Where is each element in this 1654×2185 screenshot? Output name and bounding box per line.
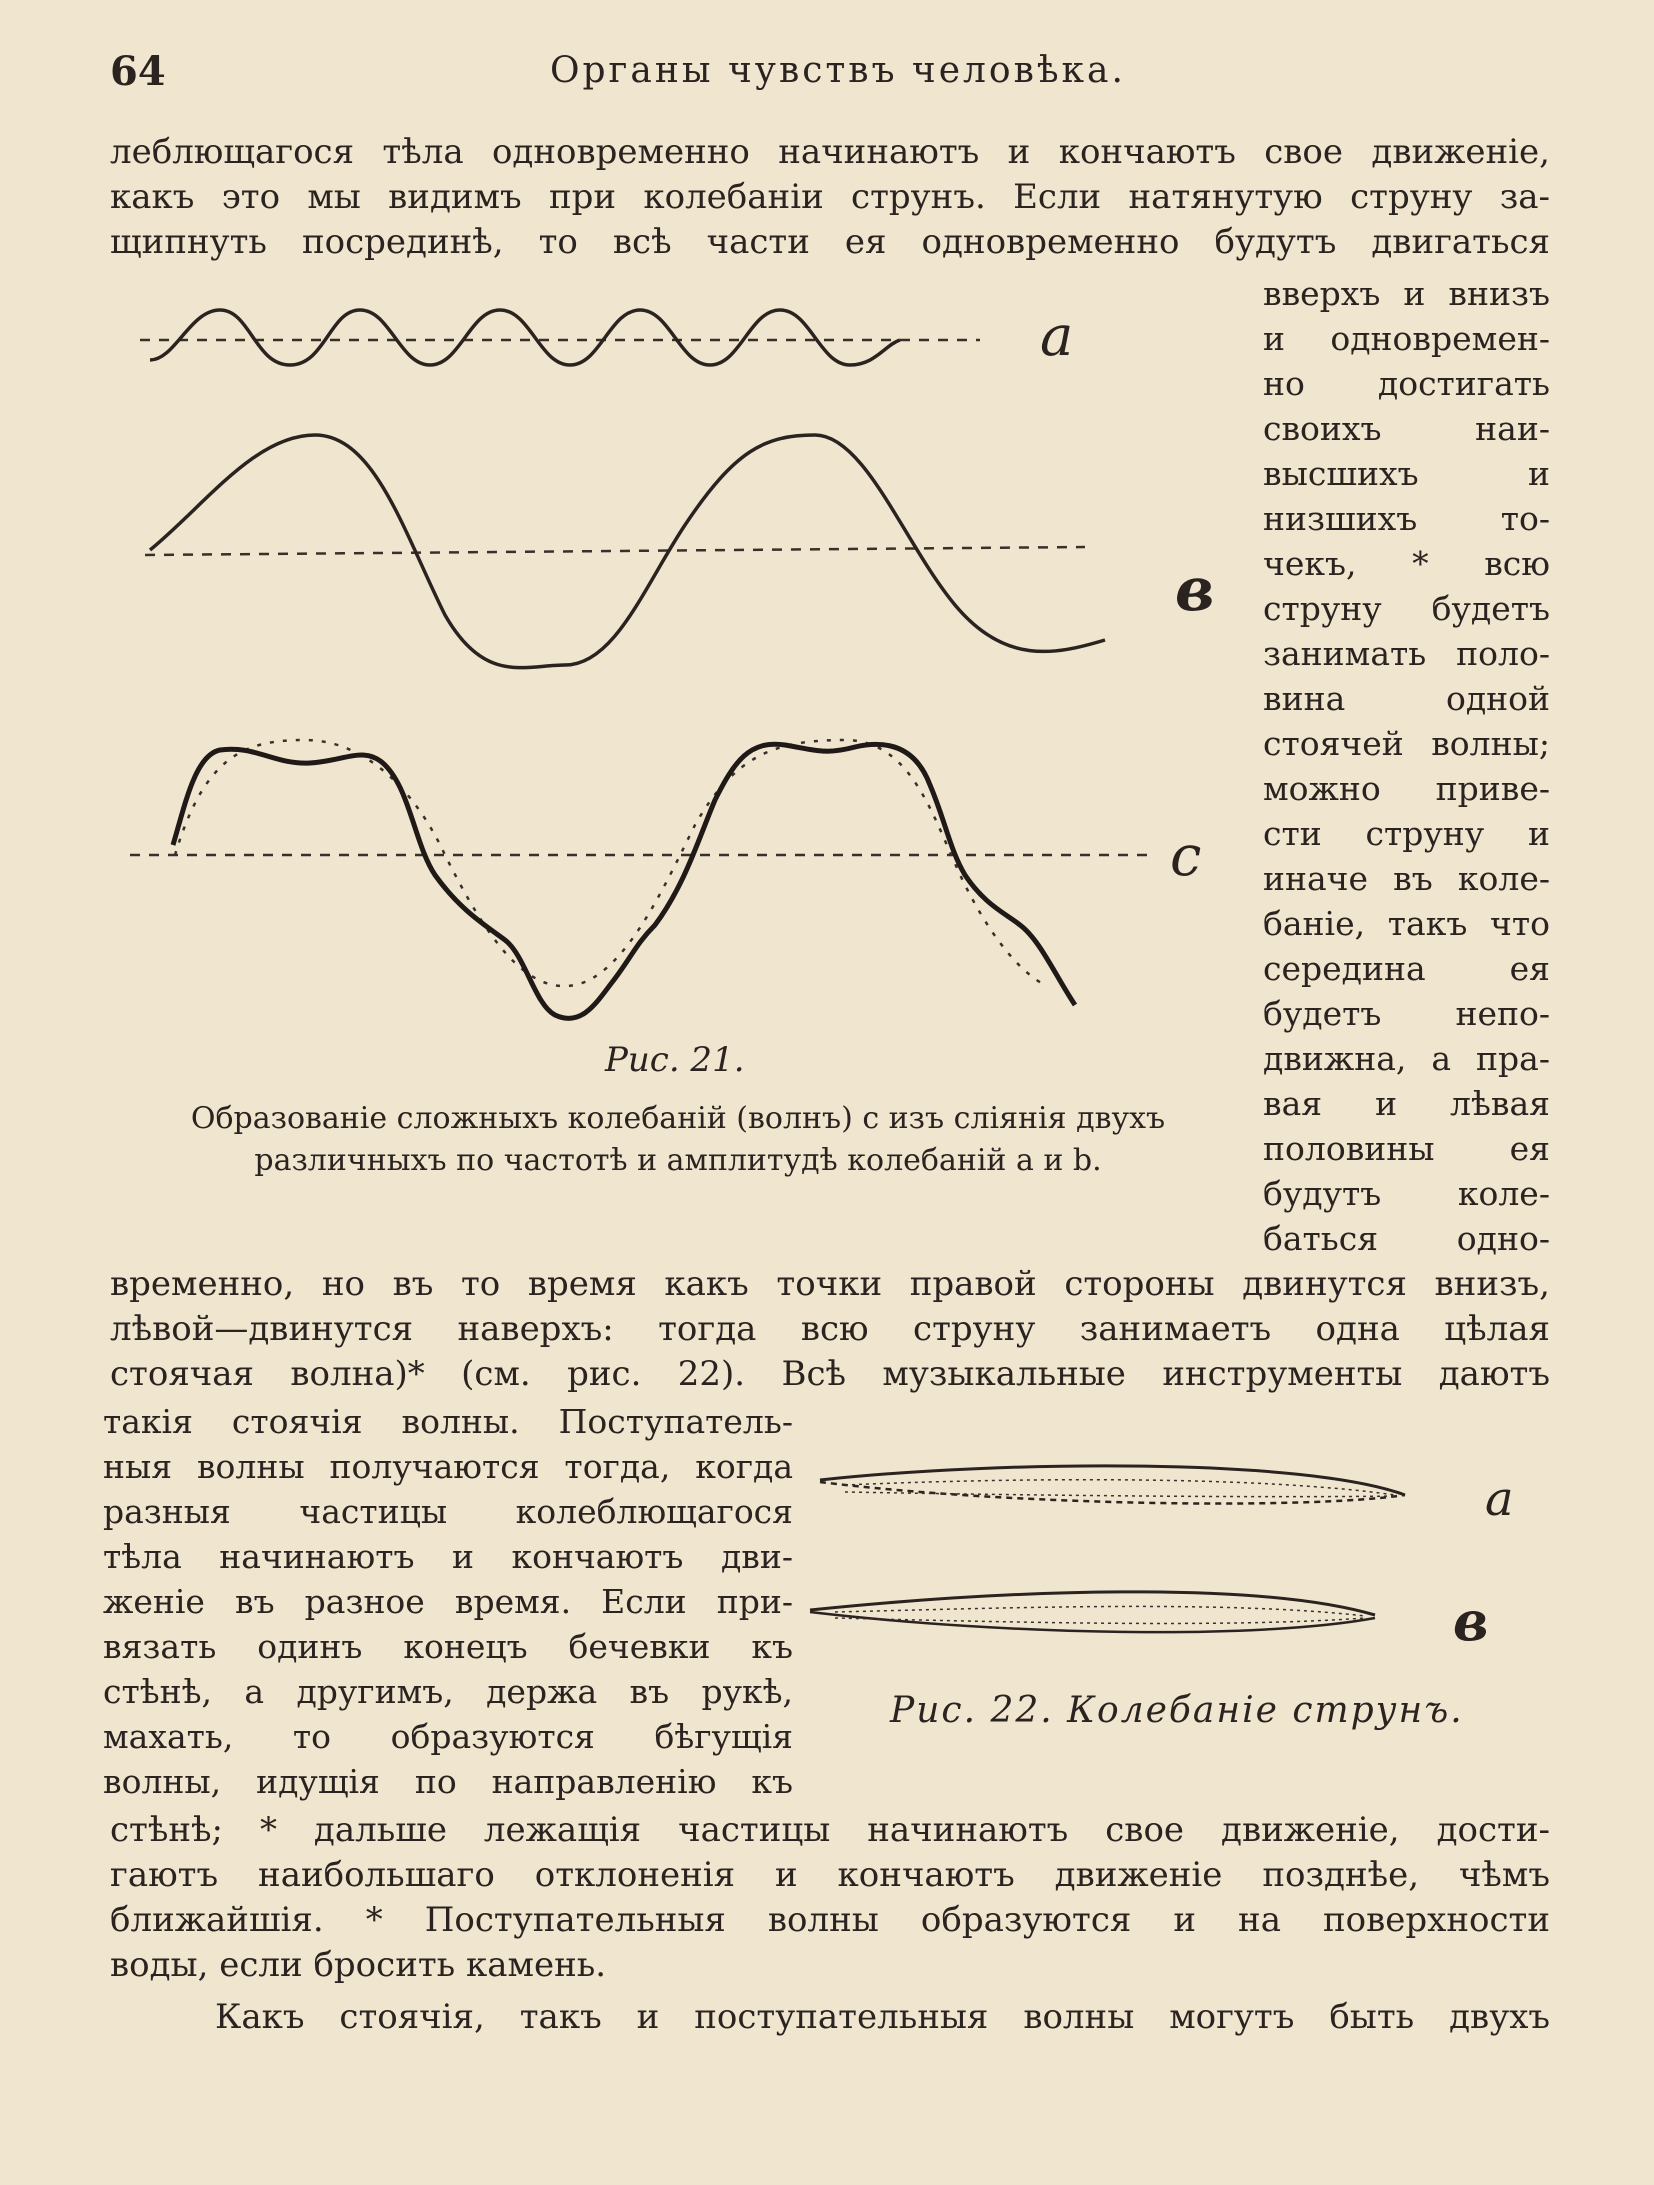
figure-21-title: Рис. 21. — [605, 1040, 745, 1080]
column-line: вязать одинъ конецъ бечевки къ — [103, 1627, 793, 1666]
string-b-upper — [810, 1592, 1375, 1615]
column-line: разныя частицы колеблющагося — [103, 1492, 793, 1531]
column-line: тѣла начинаютъ и кончаютъ дви- — [103, 1537, 793, 1576]
column-line: середина ея — [1263, 949, 1550, 988]
body-line: стѣнѣ; * дальше лежащія частицы начинаютъ свое движеніе, дости- — [110, 1810, 1550, 1850]
column-line: такія стоячія волны. Поступатель- — [103, 1402, 793, 1441]
wave-a-curve — [150, 310, 900, 365]
column-line: будутъ коле- — [1263, 1174, 1550, 1213]
column-line: струну будетъ — [1263, 589, 1550, 628]
body-line: Какъ стоячія, такъ и поступательныя волны могутъ быть двухъ — [215, 1997, 1550, 2037]
body-line: гаютъ наибольшаго отклоненія и кончаютъ движеніе позднѣе, чѣмъ — [110, 1855, 1550, 1895]
body-line: леблющагося тѣла одновременно начинаютъ и кончаютъ свое движеніе, — [110, 132, 1550, 172]
column-line: будетъ непо- — [1263, 994, 1550, 1033]
figure-21-waves — [125, 285, 1235, 1045]
body-line: временно, но въ то время какъ точки правой стороны двинутся внизъ, — [110, 1264, 1550, 1304]
column-line: своихъ наи- — [1263, 409, 1550, 448]
wave-c-curve — [173, 744, 1075, 1018]
column-line: женіе въ разное время. Если при- — [103, 1582, 793, 1621]
body-line: стоячая волна)* (см. рис. 22). Всѣ музыкальные инструменты даютъ — [110, 1354, 1550, 1394]
label-a: a — [1040, 304, 1074, 369]
column-line: вая и лѣвая — [1263, 1084, 1550, 1123]
string-b-hatch — [835, 1606, 1365, 1623]
running-head: Органы чувствъ человѣка. — [550, 50, 1126, 91]
column-line: движна, а пра- — [1263, 1039, 1550, 1078]
column-line: ныя волны получаются тогда, когда — [103, 1447, 793, 1486]
column-line: баніе, такъ что — [1263, 904, 1550, 943]
column-line: баться одно- — [1263, 1219, 1550, 1258]
body-line: какъ это мы видимъ при колебаніи струнъ. Если натянутую струну за- — [110, 177, 1550, 217]
column-line: махать, то образуются бѣгущія — [103, 1717, 793, 1756]
column-line: половины ея — [1263, 1129, 1550, 1168]
column-line: и одновремен- — [1263, 319, 1550, 358]
label-c: c — [1170, 824, 1202, 889]
column-line: волны, идущія по направленію къ — [103, 1762, 793, 1801]
column-line: но достигать — [1263, 364, 1550, 403]
figure-21-caption-line: Образованіе сложныхъ колебаній (волнъ) с изъ слiянія двухъ — [190, 1101, 1166, 1136]
page-header — [110, 48, 1550, 98]
column-line: чекъ, * всю — [1263, 544, 1550, 583]
body-line: воды, если бросить камень. — [110, 1945, 607, 1985]
wave-b-axis — [145, 547, 1085, 555]
figure-22-caption: Рис. 22. Колебаніе струнъ. — [890, 1690, 1464, 1731]
figure-21-caption-line: различныхъ по частотѣ и амплитудѣ колебаній a и b. — [254, 1143, 1102, 1178]
column-line: высшихъ и — [1263, 454, 1550, 493]
page-number: 64 — [110, 48, 166, 95]
column-line: иначе въ коле- — [1263, 859, 1550, 898]
body-line: щипнуть посрединѣ, то всѣ части ея одновременно будутъ двигаться — [110, 222, 1550, 262]
fig22-label-a: a — [1485, 1471, 1514, 1527]
column-line: сти струну и — [1263, 814, 1550, 853]
wave-c-component — [175, 740, 1045, 986]
string-a-lower — [820, 1482, 1405, 1504]
column-line: можно приве- — [1263, 769, 1550, 808]
fig22-label-b: в — [1453, 1589, 1489, 1653]
column-line: вина одной — [1263, 679, 1550, 718]
column-line: стоячей волны; — [1263, 724, 1550, 763]
body-line: лѣвой—двинутся наверхъ: тогда всю струну занимаетъ одна цѣлая — [110, 1309, 1550, 1349]
column-line: занимать поло- — [1263, 634, 1550, 673]
column-line: низшихъ то- — [1263, 499, 1550, 538]
label-b: в — [1175, 555, 1215, 625]
column-line: стѣнѣ, а другимъ, держа въ рукѣ, — [103, 1672, 793, 1711]
column-line: вверхъ и внизъ — [1263, 274, 1550, 313]
string-a-hatch — [845, 1480, 1395, 1497]
body-line: ближайшія. * Поступательныя волны образуются и на поверхности — [110, 1900, 1550, 1940]
